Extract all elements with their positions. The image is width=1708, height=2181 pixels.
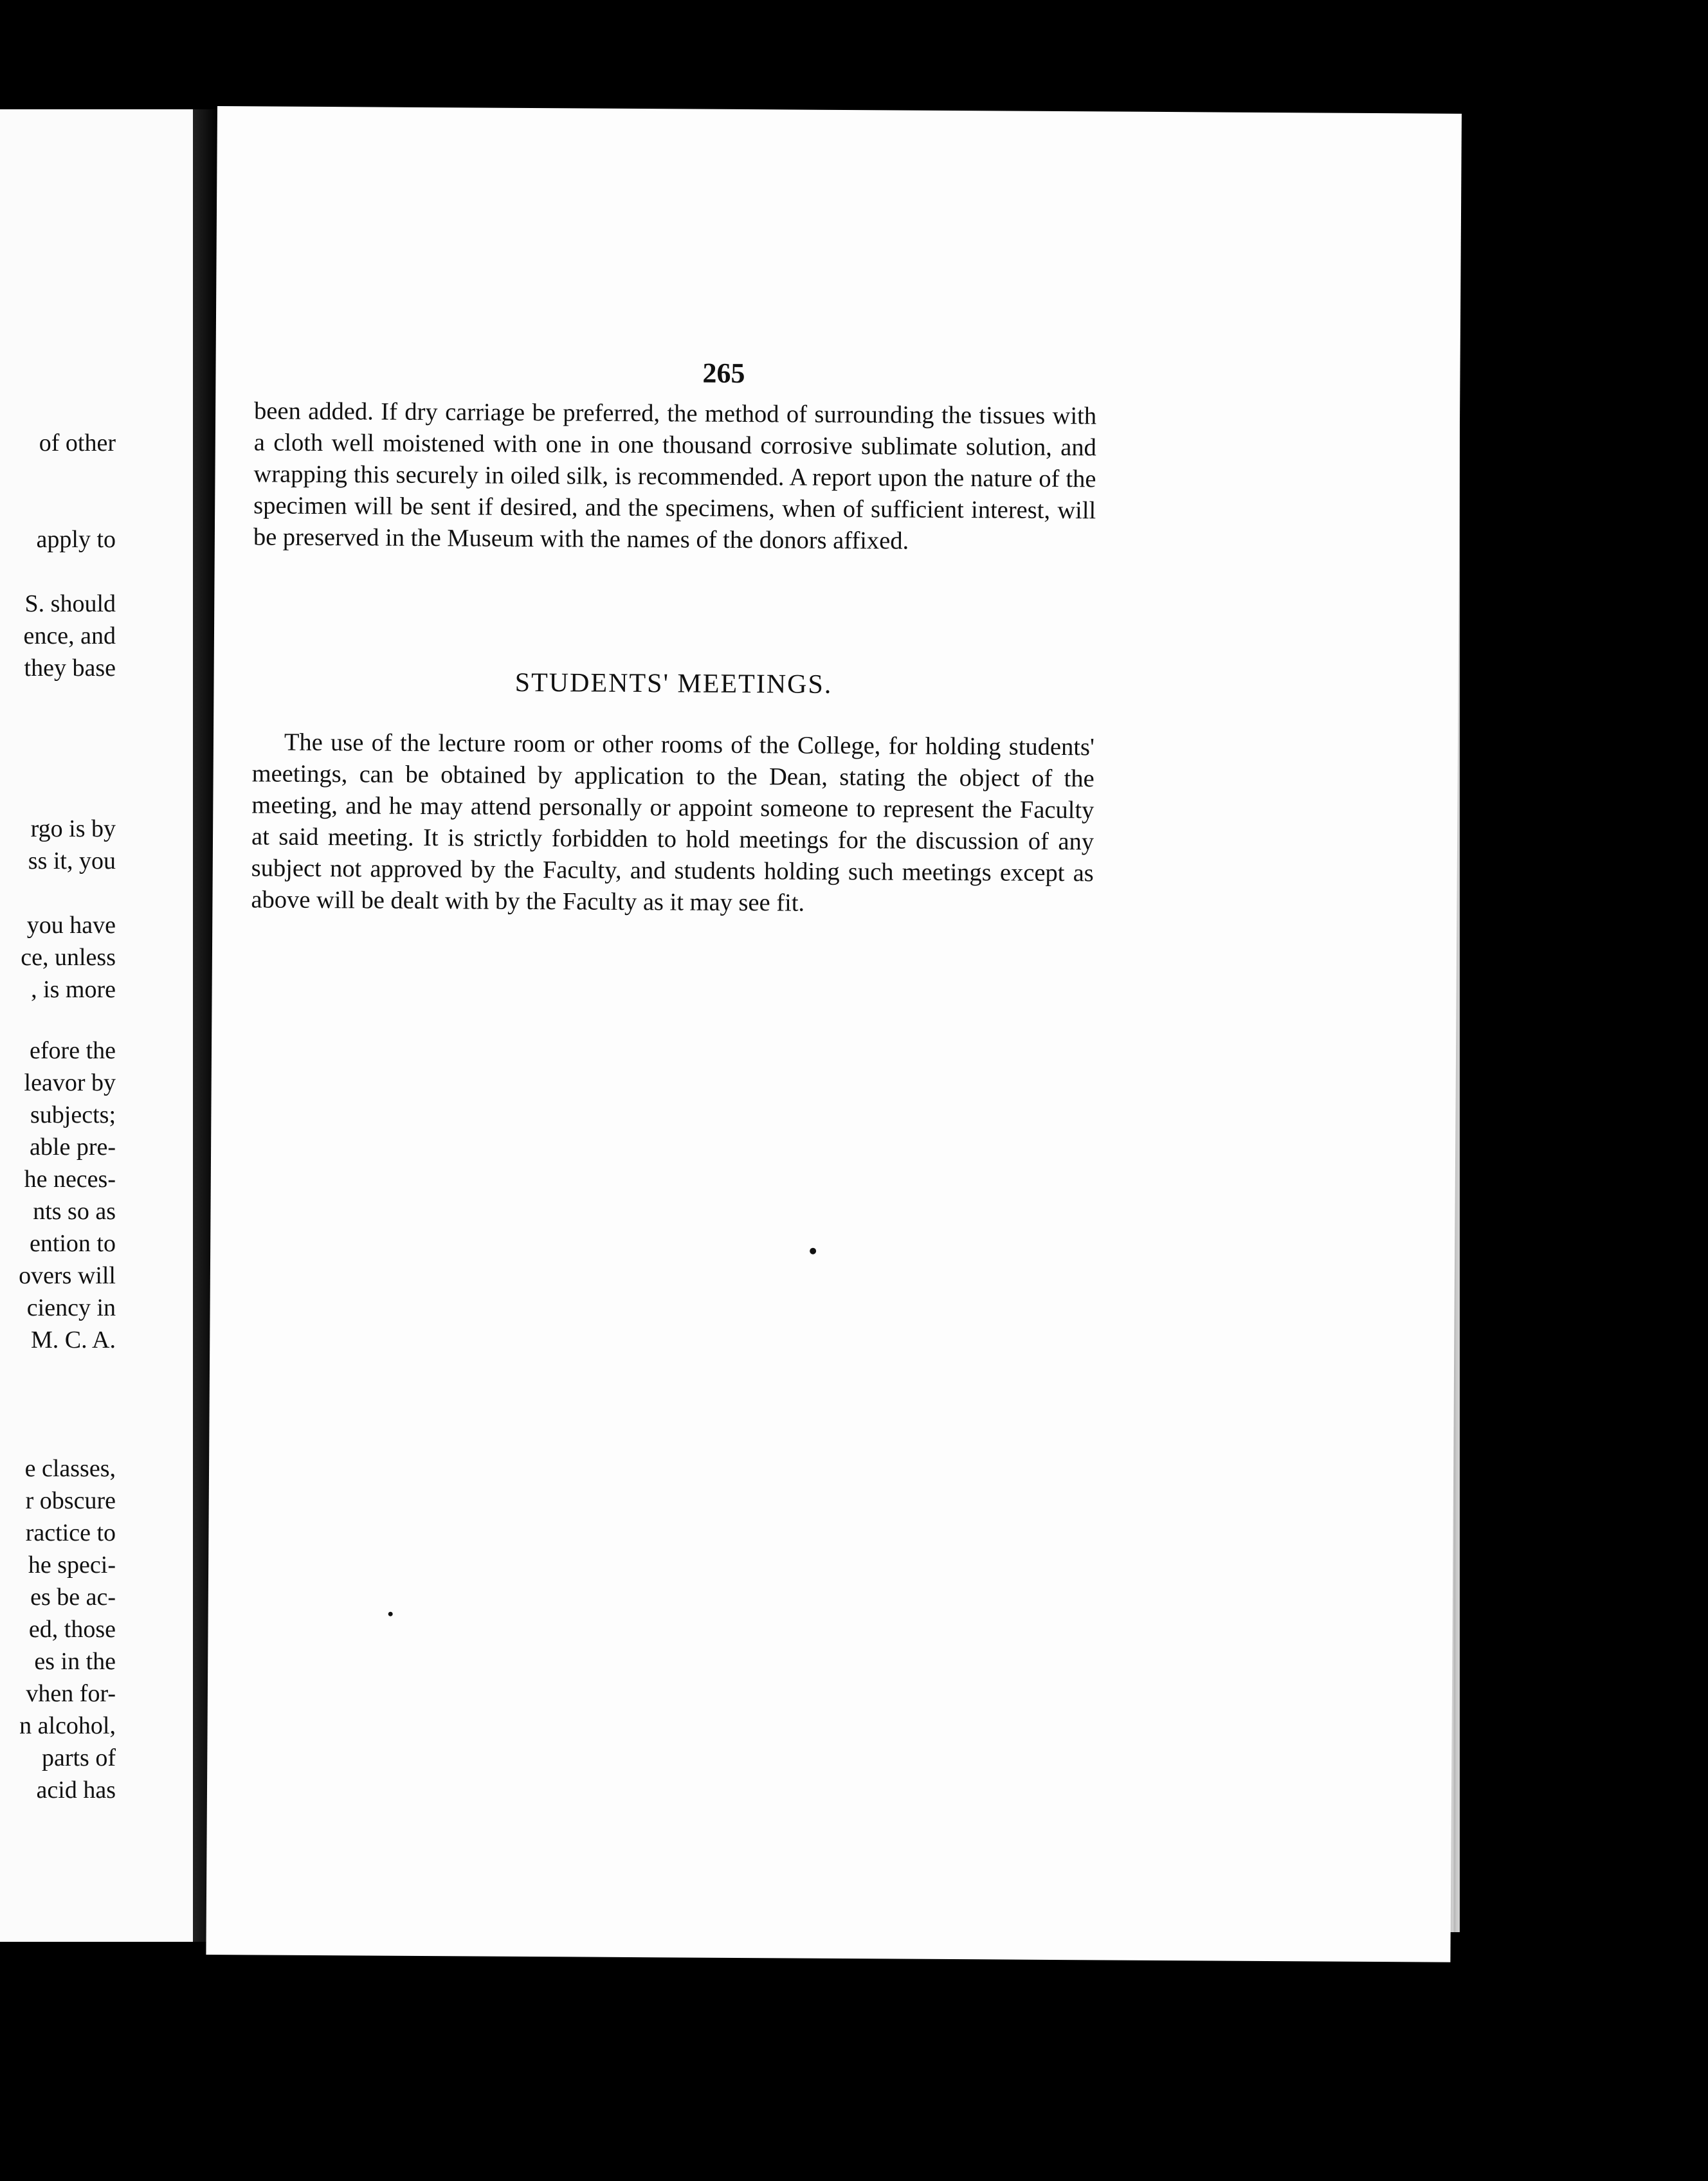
- left-page-fragment: efore the: [30, 1037, 116, 1064]
- left-page-fragment: apply to: [36, 526, 116, 553]
- left-page-fragment: ce, unless: [21, 944, 116, 971]
- left-page-fragment: ciency in: [26, 1294, 116, 1321]
- left-page-fragment: ence, and: [23, 622, 116, 649]
- left-page-fragment: he speci-: [28, 1552, 116, 1579]
- left-page-fragment: ention to: [29, 1230, 116, 1257]
- left-page-fragment: ed, those: [28, 1616, 116, 1643]
- left-page-fragment: es in the: [34, 1648, 116, 1675]
- right-page: [206, 106, 1462, 1962]
- left-page-fragment: e classes,: [24, 1455, 116, 1482]
- left-page-fragment: subjects;: [30, 1101, 116, 1128]
- left-page-fragment: ractice to: [25, 1519, 116, 1546]
- left-page-fragment: rgo is by: [30, 815, 116, 842]
- ink-speck: [388, 1612, 393, 1616]
- left-page-fragment: overs will: [19, 1262, 116, 1289]
- paragraph-students-meetings: The use of the lecture room or other rooms of the College, for holding students' meetings, can be obtained by application to the Dean, stating the object of the meeting, and he may attend personally or appoint someone to represent the Faculty at said meeting. It is strictly forbidden to hold meetings for the discussion of any subject not approved by the Faculty, and students holding such meetings except as above will be dealt with by the Faculty as it may see fit.: [251, 729, 1095, 917]
- page-number: 265: [702, 357, 745, 390]
- left-page-fragment: n alcohol,: [19, 1712, 116, 1739]
- paragraph-specimens: been added. If dry carriage be preferred, the method of surrounding the tissues with a cloth well moistened with one in one thousand corrosive sublimate solution, and wrapping this securely in oiled silk, is recommended. A report upon the nature of the specimen will be sent if desired, and the specimens, when of sufficient interest, will be preserved in the Museum with the names of the donors affixed.: [253, 397, 1097, 555]
- left-page-fragment: vhen for-: [26, 1680, 116, 1707]
- ink-speck: [810, 1248, 816, 1254]
- left-page-fragment: nts so as: [33, 1198, 116, 1225]
- left-page-fragment: able pre-: [30, 1134, 116, 1161]
- left-page: [0, 109, 193, 1942]
- left-page-fragment: acid has: [36, 1777, 116, 1804]
- left-page-fragment: parts of: [41, 1744, 116, 1771]
- section-heading: STUDENTS' MEETINGS.: [514, 667, 833, 700]
- left-page-fragment: leavor by: [24, 1069, 116, 1096]
- left-page-fragment: you have: [26, 912, 116, 939]
- left-page-fragment: r obscure: [25, 1487, 116, 1514]
- left-page-fragment: S. should: [24, 590, 116, 617]
- left-page-fragment: M. C. A.: [31, 1326, 116, 1353]
- left-page-fragment: they base: [24, 655, 116, 682]
- left-page-fragment: es be ac-: [30, 1584, 116, 1611]
- left-page-fragment: ss it, you: [28, 847, 116, 874]
- left-page-fragment: , is more: [31, 976, 116, 1003]
- left-page-fragment: of other: [39, 430, 116, 457]
- left-page-fragment: he neces-: [24, 1166, 116, 1193]
